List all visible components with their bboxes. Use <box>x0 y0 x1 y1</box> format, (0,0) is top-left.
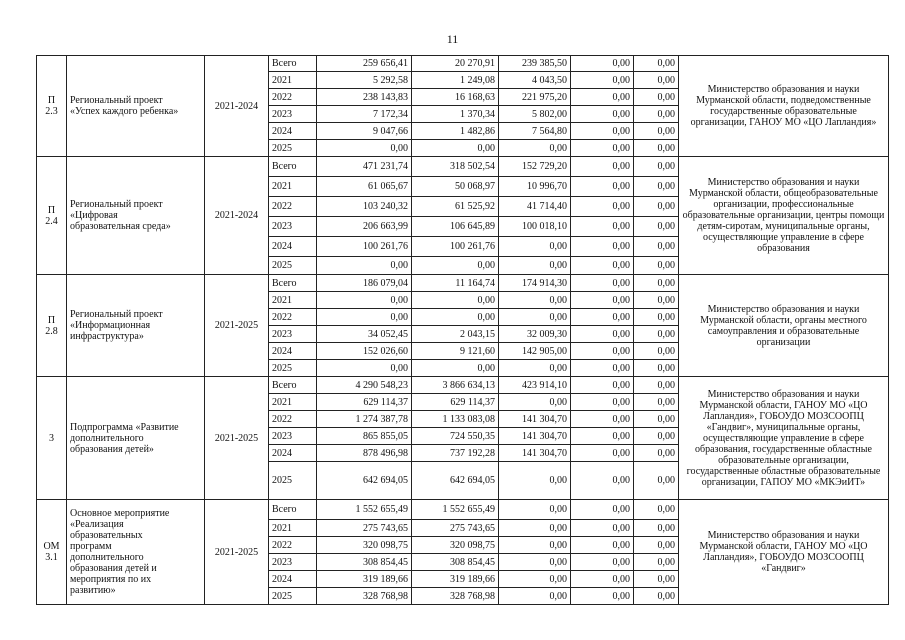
regional-budget-cell: 1 133 083,08 <box>412 411 499 428</box>
other-sources-cell: 0,00 <box>634 106 679 123</box>
executor-cell: Министерство образования и науки Мурманской области, подведомственные государственные образовательные организации, ГАНОУ МО «ЦО Лапландия» <box>679 56 889 157</box>
local-budget-cell: 0,00 <box>571 309 634 326</box>
other-sources-cell: 0,00 <box>634 72 679 89</box>
other-sources-cell: 0,00 <box>634 428 679 445</box>
local-budget-cell: 0,00 <box>571 588 634 605</box>
federal-budget-cell: 141 304,70 <box>499 428 571 445</box>
executor-cell: Министерство образования и науки Мурманской области, органы местного самоуправления и образовательные организации <box>679 275 889 377</box>
regional-budget-cell: 1 249,08 <box>412 72 499 89</box>
total-amount-cell: 1 274 387,78 <box>317 411 412 428</box>
regional-budget-cell: 1 552 655,49 <box>412 500 499 520</box>
other-sources-cell: 0,00 <box>634 394 679 411</box>
other-sources-cell: 0,00 <box>634 292 679 309</box>
regional-budget-cell: 1 482,86 <box>412 123 499 140</box>
year-cell: 2024 <box>269 571 317 588</box>
section-name: Основное мероприятие «Реализация образовательных программ дополнительного образования детей и мероприятия по их развитию» <box>67 500 205 605</box>
total-amount-cell: 238 143,83 <box>317 89 412 106</box>
federal-budget-cell: 239 385,50 <box>499 56 571 72</box>
year-cell: 2023 <box>269 428 317 445</box>
total-amount-cell: 259 656,41 <box>317 56 412 72</box>
local-budget-cell: 0,00 <box>571 292 634 309</box>
regional-budget-cell: 3 866 634,13 <box>412 377 499 394</box>
local-budget-cell: 0,00 <box>571 217 634 237</box>
other-sources-cell: 0,00 <box>634 445 679 462</box>
local-budget-cell: 0,00 <box>571 197 634 217</box>
regional-budget-cell: 106 645,89 <box>412 217 499 237</box>
table-row <box>37 500 889 520</box>
federal-budget-cell: 0,00 <box>499 257 571 275</box>
year-cell: Всего <box>269 56 317 72</box>
other-sources-cell: 0,00 <box>634 197 679 217</box>
other-sources-cell: 0,00 <box>634 140 679 157</box>
federal-budget-cell: 174 914,30 <box>499 275 571 292</box>
total-amount-cell: 61 065,67 <box>317 177 412 197</box>
section-period: 2021-2024 <box>205 56 269 157</box>
local-budget-cell: 0,00 <box>571 462 634 500</box>
other-sources-cell: 0,00 <box>634 500 679 520</box>
federal-budget-cell: 5 802,00 <box>499 106 571 123</box>
year-cell: 2023 <box>269 326 317 343</box>
regional-budget-cell: 318 502,54 <box>412 157 499 177</box>
year-cell: 2021 <box>269 292 317 309</box>
regional-budget-cell: 0,00 <box>412 309 499 326</box>
section-code: П 2.3 <box>37 56 67 157</box>
other-sources-cell: 0,00 <box>634 462 679 500</box>
other-sources-cell: 0,00 <box>634 360 679 377</box>
local-budget-cell: 0,00 <box>571 106 634 123</box>
year-cell: Всего <box>269 275 317 292</box>
local-budget-cell: 0,00 <box>571 554 634 571</box>
total-amount-cell: 9 047,66 <box>317 123 412 140</box>
regional-budget-cell: 0,00 <box>412 257 499 275</box>
section-name: Региональный проект «Информационная инфраструктура» <box>67 275 205 377</box>
regional-budget-cell: 308 854,45 <box>412 554 499 571</box>
federal-budget-cell: 100 018,10 <box>499 217 571 237</box>
regional-budget-cell: 2 043,15 <box>412 326 499 343</box>
federal-budget-cell: 4 043,50 <box>499 72 571 89</box>
local-budget-cell: 0,00 <box>571 411 634 428</box>
other-sources-cell: 0,00 <box>634 123 679 140</box>
local-budget-cell: 0,00 <box>571 123 634 140</box>
other-sources-cell: 0,00 <box>634 237 679 257</box>
regional-budget-cell: 724 550,35 <box>412 428 499 445</box>
federal-budget-cell: 32 009,30 <box>499 326 571 343</box>
total-amount-cell: 7 172,34 <box>317 106 412 123</box>
federal-budget-cell: 0,00 <box>499 571 571 588</box>
other-sources-cell: 0,00 <box>634 537 679 554</box>
local-budget-cell: 0,00 <box>571 394 634 411</box>
year-cell: 2022 <box>269 197 317 217</box>
year-cell: 2022 <box>269 411 317 428</box>
federal-budget-cell: 0,00 <box>499 360 571 377</box>
year-cell: 2021 <box>269 72 317 89</box>
federal-budget-cell: 0,00 <box>499 462 571 500</box>
budget-table <box>36 55 889 605</box>
federal-budget-cell: 0,00 <box>499 292 571 309</box>
page-number: 11 <box>446 32 459 46</box>
year-cell: 2021 <box>269 520 317 537</box>
federal-budget-cell: 0,00 <box>499 394 571 411</box>
year-cell: 2022 <box>269 89 317 106</box>
total-amount-cell: 0,00 <box>317 292 412 309</box>
regional-budget-cell: 9 121,60 <box>412 343 499 360</box>
year-cell: 2024 <box>269 237 317 257</box>
other-sources-cell: 0,00 <box>634 588 679 605</box>
total-amount-cell: 186 079,04 <box>317 275 412 292</box>
total-amount-cell: 308 854,45 <box>317 554 412 571</box>
year-cell: 2024 <box>269 343 317 360</box>
other-sources-cell: 0,00 <box>634 56 679 72</box>
federal-budget-cell: 41 714,40 <box>499 197 571 217</box>
local-budget-cell: 0,00 <box>571 571 634 588</box>
federal-budget-cell: 141 304,70 <box>499 445 571 462</box>
year-cell: 2021 <box>269 394 317 411</box>
executor-cell: Министерство образования и науки Мурманской области, общеобразовательные организации, профессиональные образовательные организации, центры помощи детям-сиротам, муниципальные органы, осуществляющие управление в сфере образования <box>679 157 889 275</box>
total-amount-cell: 103 240,32 <box>317 197 412 217</box>
other-sources-cell: 0,00 <box>634 377 679 394</box>
federal-budget-cell: 0,00 <box>499 140 571 157</box>
section-name: Подпрограмма «Развитие дополнительного образования детей» <box>67 377 205 500</box>
year-cell: 2025 <box>269 257 317 275</box>
regional-budget-cell: 0,00 <box>412 360 499 377</box>
other-sources-cell: 0,00 <box>634 257 679 275</box>
local-budget-cell: 0,00 <box>571 343 634 360</box>
local-budget-cell: 0,00 <box>571 275 634 292</box>
total-amount-cell: 100 261,76 <box>317 237 412 257</box>
total-amount-cell: 0,00 <box>317 309 412 326</box>
regional-budget-cell: 629 114,37 <box>412 394 499 411</box>
federal-budget-cell: 423 914,10 <box>499 377 571 394</box>
section-code: ОМ 3.1 <box>37 500 67 605</box>
federal-budget-cell: 0,00 <box>499 554 571 571</box>
total-amount-cell: 0,00 <box>317 360 412 377</box>
federal-budget-cell: 7 564,80 <box>499 123 571 140</box>
total-amount-cell: 5 292,58 <box>317 72 412 89</box>
other-sources-cell: 0,00 <box>634 520 679 537</box>
federal-budget-cell: 141 304,70 <box>499 411 571 428</box>
section-period: 2021-2025 <box>205 275 269 377</box>
other-sources-cell: 0,00 <box>634 309 679 326</box>
year-cell: 2025 <box>269 360 317 377</box>
table-row <box>37 275 889 292</box>
section-code: П 2.8 <box>37 275 67 377</box>
regional-budget-cell: 16 168,63 <box>412 89 499 106</box>
federal-budget-cell: 0,00 <box>499 588 571 605</box>
total-amount-cell: 1 552 655,49 <box>317 500 412 520</box>
other-sources-cell: 0,00 <box>634 343 679 360</box>
local-budget-cell: 0,00 <box>571 177 634 197</box>
regional-budget-cell: 0,00 <box>412 292 499 309</box>
year-cell: Всего <box>269 157 317 177</box>
other-sources-cell: 0,00 <box>634 554 679 571</box>
year-cell: Всего <box>269 377 317 394</box>
local-budget-cell: 0,00 <box>571 157 634 177</box>
regional-budget-cell: 320 098,75 <box>412 537 499 554</box>
regional-budget-cell: 50 068,97 <box>412 177 499 197</box>
local-budget-cell: 0,00 <box>571 140 634 157</box>
table-row <box>37 377 889 394</box>
other-sources-cell: 0,00 <box>634 275 679 292</box>
total-amount-cell: 34 052,45 <box>317 326 412 343</box>
local-budget-cell: 0,00 <box>571 377 634 394</box>
local-budget-cell: 0,00 <box>571 520 634 537</box>
regional-budget-cell: 737 192,28 <box>412 445 499 462</box>
regional-budget-cell: 20 270,91 <box>412 56 499 72</box>
year-cell: 2025 <box>269 140 317 157</box>
year-cell: 2023 <box>269 217 317 237</box>
local-budget-cell: 0,00 <box>571 537 634 554</box>
federal-budget-cell: 0,00 <box>499 309 571 326</box>
local-budget-cell: 0,00 <box>571 326 634 343</box>
federal-budget-cell: 0,00 <box>499 537 571 554</box>
section-code: 3 <box>37 377 67 500</box>
federal-budget-cell: 142 905,00 <box>499 343 571 360</box>
total-amount-cell: 4 290 548,23 <box>317 377 412 394</box>
year-cell: 2023 <box>269 554 317 571</box>
other-sources-cell: 0,00 <box>634 177 679 197</box>
year-cell: 2022 <box>269 537 317 554</box>
total-amount-cell: 152 026,60 <box>317 343 412 360</box>
table-row <box>37 157 889 177</box>
total-amount-cell: 275 743,65 <box>317 520 412 537</box>
federal-budget-cell: 10 996,70 <box>499 177 571 197</box>
other-sources-cell: 0,00 <box>634 157 679 177</box>
total-amount-cell: 0,00 <box>317 257 412 275</box>
federal-budget-cell: 152 729,20 <box>499 157 571 177</box>
total-amount-cell: 0,00 <box>317 140 412 157</box>
local-budget-cell: 0,00 <box>571 428 634 445</box>
year-cell: 2023 <box>269 106 317 123</box>
section-period: 2021-2024 <box>205 157 269 275</box>
total-amount-cell: 865 855,05 <box>317 428 412 445</box>
section-period: 2021-2025 <box>205 377 269 500</box>
other-sources-cell: 0,00 <box>634 217 679 237</box>
regional-budget-cell: 1 370,34 <box>412 106 499 123</box>
regional-budget-cell: 328 768,98 <box>412 588 499 605</box>
table-row <box>37 56 889 72</box>
total-amount-cell: 328 768,98 <box>317 588 412 605</box>
section-period: 2021-2025 <box>205 500 269 605</box>
year-cell: 2025 <box>269 588 317 605</box>
local-budget-cell: 0,00 <box>571 445 634 462</box>
regional-budget-cell: 61 525,92 <box>412 197 499 217</box>
local-budget-cell: 0,00 <box>571 237 634 257</box>
year-cell: 2025 <box>269 462 317 500</box>
year-cell: 2021 <box>269 177 317 197</box>
total-amount-cell: 206 663,99 <box>317 217 412 237</box>
section-name: Региональный проект «Успех каждого ребенка» <box>67 56 205 157</box>
other-sources-cell: 0,00 <box>634 89 679 106</box>
local-budget-cell: 0,00 <box>571 72 634 89</box>
total-amount-cell: 642 694,05 <box>317 462 412 500</box>
executor-cell: Министерство образования и науки Мурманской области, ГАНОУ МО «ЦО Лапландия», ГОБОУДО МОЗСООПЦ «Гандвиг», муниципальные органы, осуществляющие управление в сфере образования, государственные областные образовательные организации, государственные областные образовательные организации, ГАПОУ МО «МКЭиИТ» <box>679 377 889 500</box>
section-code: П 2.4 <box>37 157 67 275</box>
regional-budget-cell: 11 164,74 <box>412 275 499 292</box>
regional-budget-cell: 642 694,05 <box>412 462 499 500</box>
year-cell: 2024 <box>269 445 317 462</box>
executor-cell: Министерство образования и науки Мурманской области, ГАНОУ МО «ЦО Лапландия», ГОБОУДО МОЗСООПЦ «Гандвиг» <box>679 500 889 605</box>
local-budget-cell: 0,00 <box>571 257 634 275</box>
other-sources-cell: 0,00 <box>634 571 679 588</box>
local-budget-cell: 0,00 <box>571 89 634 106</box>
regional-budget-cell: 275 743,65 <box>412 520 499 537</box>
federal-budget-cell: 0,00 <box>499 500 571 520</box>
other-sources-cell: 0,00 <box>634 326 679 343</box>
total-amount-cell: 878 496,98 <box>317 445 412 462</box>
local-budget-cell: 0,00 <box>571 500 634 520</box>
regional-budget-cell: 319 189,66 <box>412 571 499 588</box>
total-amount-cell: 629 114,37 <box>317 394 412 411</box>
section-name: Региональный проект «Цифровая образовательная среда» <box>67 157 205 275</box>
federal-budget-cell: 0,00 <box>499 520 571 537</box>
federal-budget-cell: 221 975,20 <box>499 89 571 106</box>
federal-budget-cell: 0,00 <box>499 237 571 257</box>
other-sources-cell: 0,00 <box>634 411 679 428</box>
regional-budget-cell: 0,00 <box>412 140 499 157</box>
year-cell: 2022 <box>269 309 317 326</box>
regional-budget-cell: 100 261,76 <box>412 237 499 257</box>
year-cell: 2024 <box>269 123 317 140</box>
total-amount-cell: 320 098,75 <box>317 537 412 554</box>
total-amount-cell: 319 189,66 <box>317 571 412 588</box>
local-budget-cell: 0,00 <box>571 56 634 72</box>
total-amount-cell: 471 231,74 <box>317 157 412 177</box>
year-cell: Всего <box>269 500 317 520</box>
local-budget-cell: 0,00 <box>571 360 634 377</box>
